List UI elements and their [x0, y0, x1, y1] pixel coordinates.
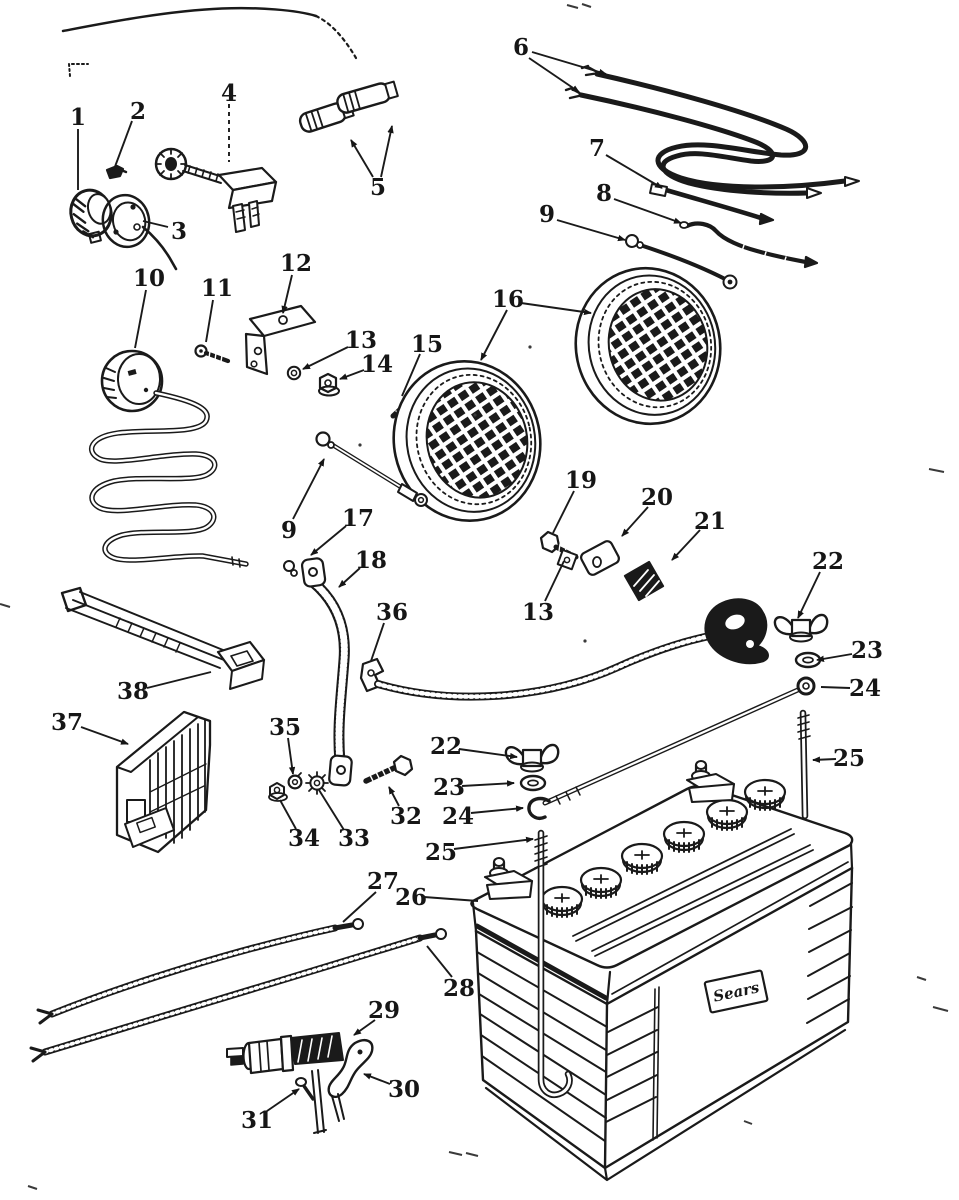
terminal-clip: [107, 166, 126, 178]
callout-4-3: [221, 80, 237, 162]
part-number-label: 24: [848, 675, 882, 702]
part-number-label: 38: [116, 678, 150, 705]
part-number-label: 31: [240, 1107, 274, 1134]
part-number-label: 29: [367, 997, 401, 1024]
stray-mark: [933, 1007, 948, 1011]
part-number-label: 5: [369, 174, 387, 201]
leader-line: [471, 808, 523, 813]
part-number-label: 12: [279, 250, 313, 277]
part-number-label: 19: [564, 467, 598, 494]
callout-8-7: [596, 180, 681, 223]
part-number-label: 4: [220, 80, 238, 107]
part-number-label: 36: [375, 599, 409, 626]
callout-26-31: [395, 884, 478, 911]
brand-label-text: Sears: [711, 978, 761, 1006]
cable-strap-38: [62, 588, 264, 689]
callout-10-9: [133, 265, 165, 348]
stray-dot: [583, 639, 586, 642]
stray-mark: [28, 1186, 37, 1189]
leader-line: [343, 892, 376, 922]
part-number-label: 13: [344, 327, 378, 354]
callout-5-4: [351, 126, 392, 201]
callout-16-15: [481, 286, 591, 360]
washer-23-right: [796, 653, 820, 667]
part-number-label: 25: [832, 745, 866, 772]
leader-line: [521, 303, 591, 313]
leader-line: [798, 572, 820, 618]
wing-nut-22-right: [775, 615, 827, 642]
leader-line: [427, 946, 452, 977]
part-number-label: 32: [389, 803, 423, 830]
stray-dot: [528, 345, 531, 348]
part-number-label: 13: [521, 599, 555, 626]
ground-strap-18: [301, 558, 352, 786]
callout-37-42: [51, 709, 128, 744]
leader-line: [319, 790, 344, 830]
callout-22-27: [430, 733, 517, 760]
callout-18-18: [339, 547, 387, 587]
part-number-label: 14: [360, 351, 394, 378]
leader-line: [81, 727, 128, 744]
part-number-label: 22: [429, 733, 463, 760]
leader-line: [606, 155, 662, 188]
leader-line: [206, 300, 213, 342]
stray-mark: [567, 5, 578, 8]
callout-33-38: [319, 790, 370, 852]
stray-scan-marks: [0, 4, 948, 1189]
battery-post-left: [485, 858, 532, 899]
switch-29: [227, 1033, 343, 1073]
callout-2-1: [113, 98, 146, 172]
leader-line: [135, 290, 146, 348]
part-number-label: 26: [394, 884, 428, 911]
callout-21-21: [672, 508, 726, 560]
part-number-label: 30: [387, 1076, 421, 1103]
callout-9-16: [281, 459, 324, 544]
callout-6-5: [513, 34, 606, 92]
screw-11: [196, 346, 229, 363]
callout-27-32: [343, 868, 399, 922]
bolt-32: [366, 756, 412, 781]
mounting-bracket-12: [246, 306, 315, 374]
part-number-label: 27: [366, 868, 400, 895]
part-number-label: 25: [424, 839, 458, 866]
callout-28-33: [427, 946, 475, 1002]
part-number-label: 18: [354, 547, 388, 574]
leader-line: [351, 140, 373, 177]
leader-line: [288, 738, 293, 774]
callout-11-10: [201, 275, 233, 342]
part-number-label: 2: [129, 98, 147, 125]
cover-plate-20: [579, 539, 620, 576]
stray-mark: [449, 1152, 462, 1155]
stray-dot: [358, 443, 361, 446]
part-number-label: 33: [337, 825, 371, 852]
part-number-label: 9: [280, 517, 298, 544]
j-bolt-25-right: [798, 713, 810, 816]
part-number-label: 20: [640, 484, 674, 511]
leader-line: [454, 839, 533, 849]
callout-20-20: [622, 484, 673, 536]
stray-mark: [466, 1153, 478, 1156]
part-number-label: 9: [538, 201, 556, 228]
stray-mark: [744, 1121, 752, 1124]
callout-24-25: [821, 675, 881, 702]
battery: [471, 761, 852, 1180]
callout-25-30: [425, 839, 533, 866]
leader-line: [364, 1074, 390, 1084]
callout-34-39: [280, 800, 320, 852]
washer-23-left: [521, 776, 545, 790]
leader-line: [817, 654, 852, 660]
callout-12-11: [280, 250, 312, 313]
stray-mark: [582, 4, 591, 7]
wing-nut-22-left: [506, 745, 558, 772]
gauge-with-coil-wire: [92, 351, 246, 567]
voltage-regulator-37: [117, 712, 210, 852]
leader-line: [311, 526, 346, 555]
callout-38-43: [117, 672, 211, 705]
washer-13: [288, 367, 300, 379]
contact-block-21: [625, 562, 663, 600]
part-number-label: 3: [170, 218, 188, 245]
part-number-label: 22: [811, 548, 845, 575]
connector-boots: [298, 80, 398, 134]
stray-mark: [929, 469, 944, 472]
leader-line: [283, 275, 292, 313]
callout-31-36: [241, 1089, 299, 1134]
callout-35-40: [269, 714, 301, 774]
hood-outline: [63, 8, 356, 76]
part-number-label: 17: [341, 505, 375, 532]
part-number-label: 24: [441, 803, 475, 830]
stray-mark: [917, 977, 926, 980]
leader-line: [424, 897, 478, 901]
part-number-label: 15: [410, 331, 444, 358]
brand-label: [705, 970, 768, 1012]
leader-line: [553, 491, 574, 533]
part-number-label: 1: [69, 104, 87, 131]
stray-dot: [473, 413, 476, 416]
headlight-right: [561, 255, 734, 438]
part-number-label: 35: [268, 714, 302, 741]
part-number-label: 16: [491, 286, 525, 313]
callout-29-34: [354, 997, 400, 1035]
stray-mark: [0, 604, 10, 607]
leader-line: [113, 121, 132, 172]
callout-13-22: [522, 561, 564, 626]
callout-19-19: [553, 467, 597, 533]
callout-36-41: [371, 599, 408, 661]
part-number-label: 6: [512, 34, 530, 61]
callout-23-28: [433, 774, 514, 801]
callout-23-24: [817, 637, 883, 664]
leader-line: [293, 459, 324, 519]
wire-lead-8: [680, 222, 817, 267]
part-number-label: 8: [595, 180, 613, 207]
leader-line: [147, 672, 211, 688]
part-number-label: 23: [432, 774, 466, 801]
leader-line: [462, 783, 514, 786]
headlight-left: [379, 348, 555, 535]
callout-9-8: [539, 201, 625, 240]
callout-14-13: [340, 351, 393, 379]
battery-cable-with-boot: [375, 599, 768, 696]
lock-washer-35: [289, 773, 302, 788]
nut-14: [319, 374, 339, 396]
part-number-label: 34: [287, 825, 321, 852]
battery-post-right: [687, 761, 734, 802]
leader-line: [821, 687, 850, 688]
callout-1-0: [70, 104, 86, 190]
part-number-label: 7: [588, 135, 606, 162]
flanged-nut-34: [269, 783, 287, 801]
callout-25-26: [813, 745, 865, 772]
leader-line: [303, 347, 348, 369]
callout-22-23: [798, 548, 844, 618]
lamp-bezel: [98, 191, 176, 269]
leader-line: [371, 623, 384, 661]
part-number-label: 23: [850, 637, 884, 664]
leader-line: [622, 507, 648, 536]
leader-line: [143, 221, 168, 227]
leader-line: [545, 561, 564, 601]
part-number-label: 10: [132, 265, 166, 292]
wiring-harness: [566, 66, 859, 198]
bolt-17: [284, 561, 297, 576]
callout-24-29: [442, 803, 523, 830]
leader-line: [481, 310, 507, 360]
star-washer-33: [306, 772, 328, 794]
leader-line: [557, 220, 625, 240]
leader-line: [614, 199, 681, 223]
callout-32-37: [389, 787, 422, 830]
part-number-label: 37: [50, 709, 84, 736]
leader-line: [532, 52, 606, 74]
part-number-label: 28: [442, 975, 476, 1002]
part-number-label: 11: [200, 275, 234, 302]
part-number-label: 21: [693, 508, 727, 535]
leader-line: [381, 126, 392, 177]
callout-30-35: [364, 1074, 420, 1103]
